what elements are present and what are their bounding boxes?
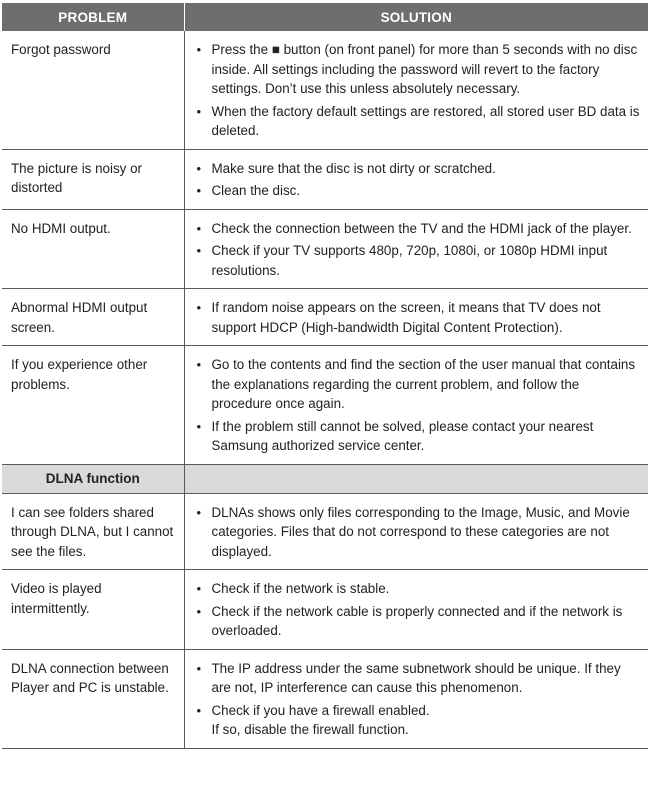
problem-cell: No HDMI output. [2,209,184,289]
bullet-icon: • [196,504,202,520]
solution-cell [184,209,648,289]
solution-cell [184,649,648,748]
solution-item [193,602,643,641]
table-row [2,346,648,465]
solution-cell [184,570,648,650]
solution-text: Go to the contents and find the section of the user manual that contains the explanations regarding the current problem, and follow the procedure once again. [211,357,636,411]
problem-cell: Forgot password [2,31,184,149]
solution-item [193,417,643,456]
bullet-icon: • [196,357,202,372]
solution-list [193,159,643,201]
solution-text: When the factory default settings are restored, all stored user BD data is deleted. [211,103,640,138]
problem-cell: I can see folders shared through DLNA, but I cannot see the files. [2,493,184,570]
table-row [2,31,648,149]
bullet-icon: • [196,300,202,315]
solution-list [193,659,643,740]
solution-list [193,298,643,337]
solution-cell [184,31,648,149]
solution-text: Check if your TV supports 480p, 720p, 1080i, or 1080p HDMI input resolutions. [211,243,608,278]
table-row [2,649,648,748]
solution-item [193,181,643,201]
problem-cell: The picture is noisy or distorted [2,149,184,209]
solution-item [193,241,643,280]
bullet-icon: • [196,660,202,676]
solution-list [193,40,643,141]
section-empty-cell [184,464,648,493]
table-row [2,149,648,209]
section-header-row [2,464,648,493]
bullet-icon: • [196,581,202,596]
solution-text: Make sure that the disc is not dirty or scratched. [211,160,496,176]
table-row [2,289,648,346]
solution-item [193,298,643,337]
solution-text: Check if the network cable is properly connected and if the network is overloaded. [211,603,623,638]
solution-cell [184,346,648,465]
solution-list [193,579,643,641]
solution-text: Press the ■ button (on front panel) for more than 5 seconds with no disc inside. All settings including the password will revert to the factory settings. Don’t use this unless absolutely necessary. [211,42,638,96]
solution-item [193,219,643,239]
solution-cell [184,493,648,570]
solution-list [193,355,643,456]
troubleshooting-table [2,3,648,749]
solution-item [193,159,643,179]
bullet-icon: • [196,702,202,718]
solution-text: Clean the disc. [211,183,301,198]
solution-item [193,40,643,99]
solution-item [193,102,643,141]
bullet-icon: • [196,160,202,176]
bullet-icon: • [196,603,202,619]
bullet-icon: • [196,42,202,57]
solution-text: If the problem still cannot be solved, please contact your nearest Samsung authorized service center. [211,418,594,453]
bullet-icon: • [196,103,202,119]
solution-item [193,701,643,740]
bullet-icon: • [196,243,202,258]
solution-cell [184,149,648,209]
problem-cell: If you experience other problems. [2,346,184,465]
solution-text: If random noise appears on the screen, it means that TV does not support HDCP (High-bandwidth Digital Content Protection). [211,300,601,335]
solution-list [193,503,643,562]
solution-list [193,219,643,281]
problem-cell: Video is played intermittently. [2,570,184,650]
bullet-icon: • [196,418,202,434]
bullet-icon: • [196,220,202,236]
solution-item [193,355,643,414]
problem-cell: DLNA connection between Player and PC is unstable. [2,649,184,748]
problem-column-header: PROBLEM [2,3,184,31]
solution-item [193,579,643,599]
solution-item [193,503,643,562]
section-title: DLNA function [2,464,184,493]
solution-text: Check if you have a firewall enabled. If so, disable the firewall function. [211,702,430,737]
bullet-icon: • [196,183,202,198]
solution-column-header: SOLUTION [184,3,648,31]
table-row [2,570,648,650]
problem-cell: Abnormal HDMI output screen. [2,289,184,346]
troubleshooting-table-container [2,3,648,749]
table-row [2,493,648,570]
table-row [2,209,648,289]
solution-item [193,659,643,698]
table-header-row [2,3,648,31]
solution-text: Check the connection between the TV and the HDMI jack of the player. [211,220,632,236]
solution-text: DLNAs shows only files corresponding to the Image, Music, and Movie categories. Files that do not correspond to these categories are not displayed. [211,504,630,559]
solution-text: The IP address under the same subnetwork should be unique. If they are not, IP interference can cause this phenomenon. [211,660,621,695]
solution-cell [184,289,648,346]
solution-text: Check if the network is stable. [211,581,390,596]
